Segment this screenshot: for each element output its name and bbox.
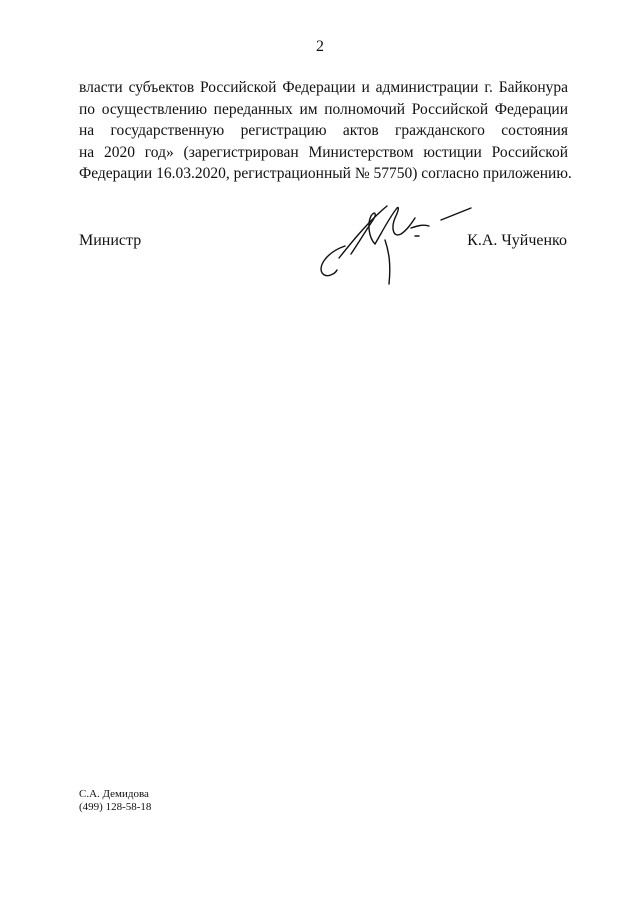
body-line: на 2020 год» (зарегистрирован Министерством юстиции Российской [79, 143, 568, 161]
document-body [79, 77, 572, 185]
body-line: Федерации 16.03.2020, регистрационный № 57750) согласно приложению. [79, 165, 572, 182]
body-line: власти субъектов Российской Федерации и администрации г. Байконура [79, 79, 568, 96]
body-line: по осуществлению переданных им полномочий Российской Федерации [79, 100, 568, 118]
body-line: на государственную регистрацию актов гражданского состояния [79, 122, 568, 139]
handwritten-signature [315, 198, 475, 288]
signatory-name: К.А. Чуйченко [467, 232, 567, 249]
signatory-title: Министр [79, 232, 142, 249]
executor-phone: (499) 128-58-18 [79, 801, 152, 813]
page-number: 2 [316, 38, 324, 55]
executor-info [79, 788, 151, 814]
executor-name: С.А. Демидова [79, 788, 149, 800]
